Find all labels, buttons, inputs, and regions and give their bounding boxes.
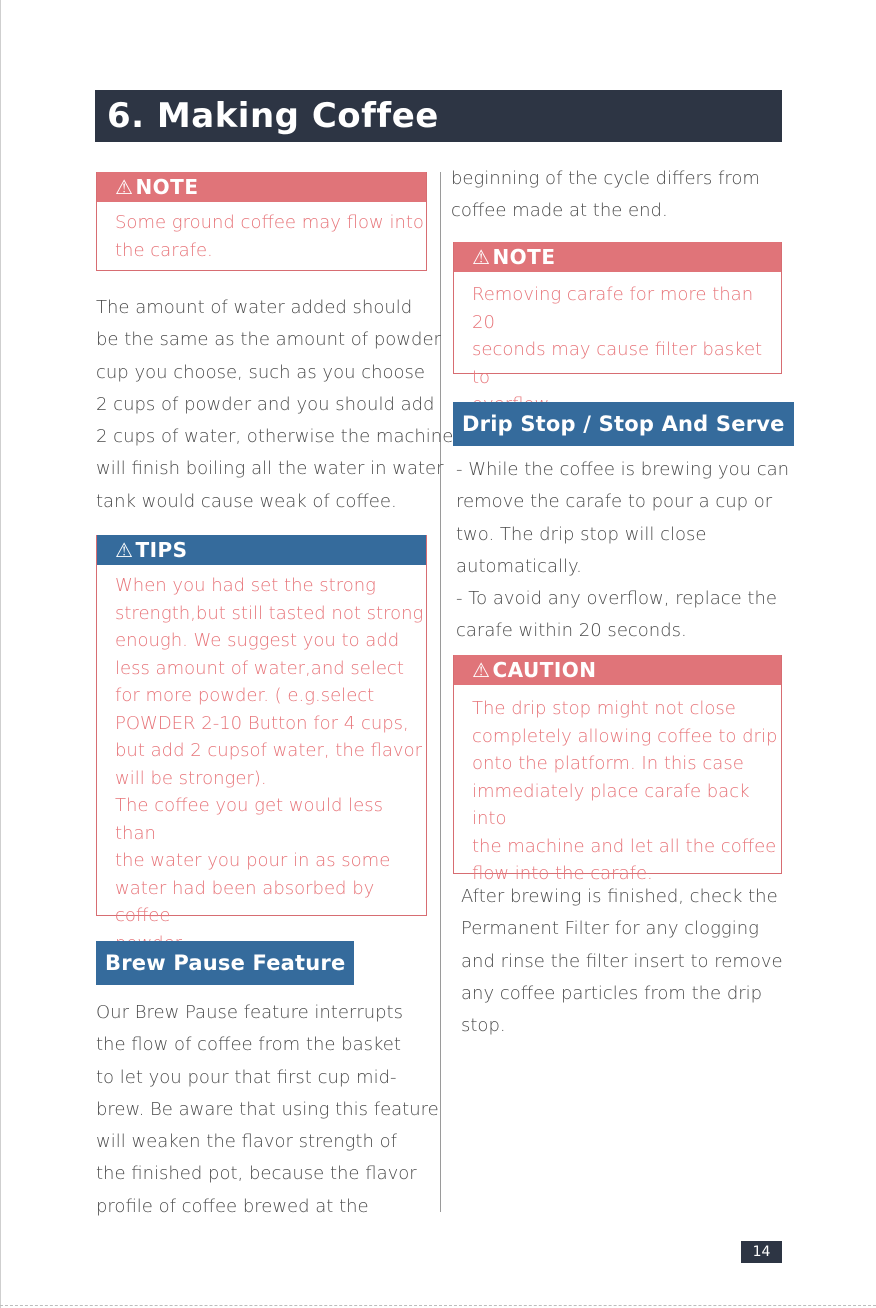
brew-pause-heading: Brew Pause Feature	[96, 941, 354, 985]
text-line: the machine and let all the coffee	[472, 835, 777, 857]
text-line: immediately place carafe back into	[472, 780, 750, 829]
text-line: brew. Be aware that using this feature	[96, 1098, 439, 1120]
text-line: 2 cups of powder and you should add	[96, 393, 435, 415]
text-line: for more powder. ( e.g.select	[115, 685, 375, 706]
text-line: to let you pour that first cup mid-	[96, 1066, 397, 1088]
tips-box	[96, 535, 427, 926]
caution-box	[453, 655, 782, 884]
text-line: stop.	[461, 1015, 506, 1037]
text-line: the water you pour in as some	[115, 850, 391, 871]
text-line: seconds may cause filter basket to	[472, 339, 763, 388]
bottom-divider	[0, 1305, 876, 1306]
note-text	[472, 281, 781, 419]
text-line: onto the platform. In this case	[472, 753, 744, 774]
note-heading	[97, 172, 426, 202]
text-line: flow into the carafe.	[472, 863, 653, 884]
text-line: water had been absorbed by coffee	[115, 877, 375, 926]
text-line: completely allowing coffee to drip	[472, 725, 778, 747]
warning-icon: ⚠	[115, 175, 134, 199]
text-line: tank would cause weak of coffee.	[96, 490, 397, 512]
text-line: POWDER 2-10 Button for 4 cups,	[115, 712, 409, 734]
text-line: automatically.	[456, 555, 582, 577]
caution-text	[472, 695, 781, 888]
page-number: 14	[741, 1241, 782, 1263]
text-line: carafe within 20 seconds.	[456, 620, 687, 642]
tips-heading	[97, 535, 426, 565]
note-heading-label: NOTE	[135, 175, 199, 199]
tips-heading-label: TIPS	[135, 538, 188, 562]
text-line: - While the coffee is brewing you can	[456, 459, 790, 480]
text-line: The drip stop might not close	[472, 698, 736, 719]
caution-heading-label: CAUTION	[492, 658, 597, 682]
text-line: Our Brew Pause feature interrupts	[96, 1002, 403, 1023]
caution-heading	[454, 655, 781, 685]
text-line: any coffee particles from the drip	[461, 982, 763, 1004]
text-line: the flow of coffee from the basket	[96, 1034, 401, 1056]
warning-icon: ⚠	[472, 658, 491, 682]
text-line: will finish boiling all the water in water	[96, 458, 444, 480]
text-line: the finished pot, because the flavor	[96, 1163, 417, 1185]
continuation-paragraph	[451, 163, 760, 228]
text-line: strength,but still tasted not strong	[115, 602, 424, 624]
text-line: cup you choose, such as you choose	[96, 361, 425, 383]
text-line: The coffee you get would less than	[115, 795, 383, 844]
text-line: be the same as the amount of powder	[96, 329, 441, 351]
text-line: 2 cups of water, otherwise the machine	[96, 426, 454, 448]
text-line: The amount of water added should	[96, 297, 413, 318]
note-box	[453, 242, 782, 388]
text-line: remove the carafe to pour a cup or	[456, 491, 773, 513]
text-line: After brewing is finished, check the	[461, 886, 778, 907]
text-line: Removing carafe for more than 20	[472, 284, 754, 333]
tips-text	[115, 572, 426, 957]
warning-icon: ⚠	[115, 538, 134, 562]
page-title: 6. Making Coffee	[95, 90, 782, 142]
text-line: and rinse the filter insert to remove	[461, 950, 783, 972]
text-line: two. The drip stop will close	[456, 523, 707, 545]
text-line: profile of coffee brewed at the	[96, 1195, 369, 1217]
text-line: coffee made at the end.	[451, 200, 668, 222]
text-line: When you had set the strong	[115, 575, 376, 596]
brew-pause-paragraph	[96, 997, 439, 1223]
text-line: Permanent Filter for any clogging	[461, 918, 759, 940]
note-heading-label: NOTE	[492, 245, 556, 269]
drip-stop-paragraph	[456, 454, 789, 648]
text-line: but add 2 cupsof water, the flavor	[115, 740, 422, 761]
text-line: - To avoid any overflow, replace the	[456, 588, 777, 610]
note-text	[115, 209, 424, 264]
text-line: will weaken the flavor strength of	[96, 1131, 397, 1153]
note-heading	[454, 242, 781, 272]
text-line: beginning of the cycle differs from	[451, 168, 760, 189]
text-line: Some ground coffee may flow into	[115, 212, 424, 233]
warning-icon: ⚠	[472, 245, 491, 269]
drip-stop-heading: Drip Stop / Stop And Serve	[453, 402, 794, 446]
text-line: will be stronger).	[115, 767, 267, 789]
text-line: enough. We suggest you to add	[115, 630, 400, 651]
text-line: the carafe.	[115, 239, 213, 261]
note-box	[96, 172, 427, 271]
water-amount-paragraph	[96, 292, 453, 518]
after-brewing-paragraph	[461, 881, 783, 1042]
text-line: less amount of water,and select	[115, 657, 404, 679]
